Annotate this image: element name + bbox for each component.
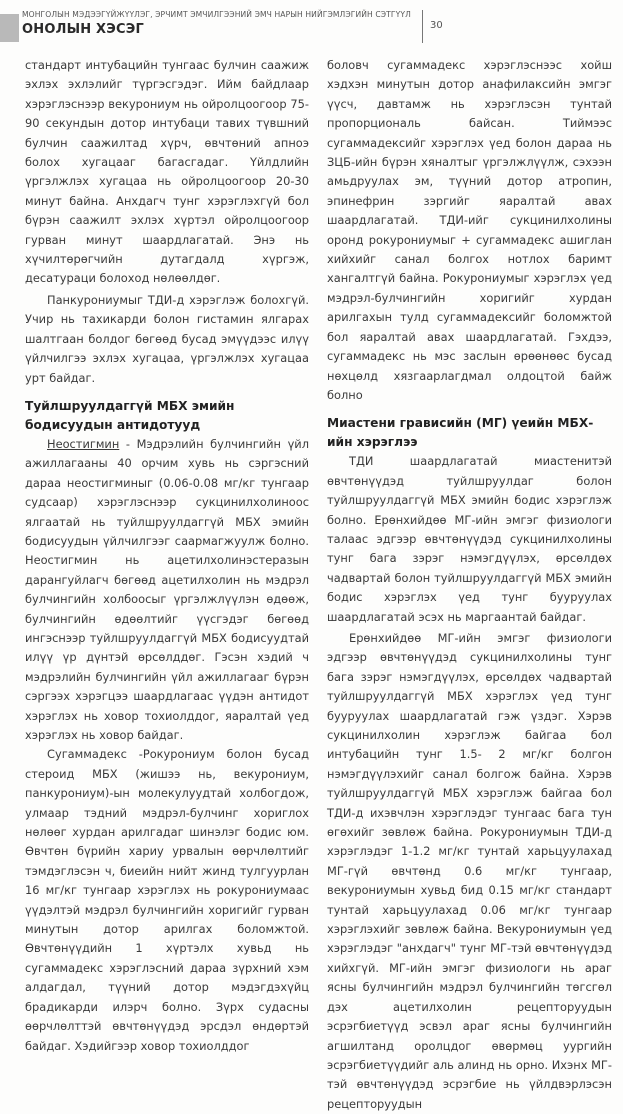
left-column [25, 56, 309, 1056]
header-divider [422, 10, 423, 43]
paragraph: Панкурониумыг ТДИ-д хэрэглэж болохгүй. Учир нь тахикарди болон гистамин ялгарах шалтгаан болдог бөгөөд бусад эмүүдээс илүү үйлчилгээ эхлэх хугацаа, үргэлжлэх хугацаа урт байдаг. [25, 292, 309, 385]
paragraph [25, 435, 309, 746]
subsection-heading: Туйлшруулдаггүй МБХ эмийн бодисуудын антидотууд [25, 398, 235, 432]
page-number: 30 [430, 20, 443, 31]
section-title: ОНОЛЫН ХЭСЭГ [22, 22, 144, 37]
page-header [0, 0, 623, 50]
paragraph: Сугаммадекс -Рокурониум болон бусад стероид МБХ (жишээ нь, векурониум, панкурониум)-ын молекулуудтай холбогдож, улмаар тэдний мэдрэл-булчинг хориглох нөлөөг хурдан арилгадаг шинэлэг бодис юм. Өвчтөн бүрийн хариу урвалын өөрчлөлтийг тэмдэглэсэн ч, биеийн нийт жинд тулгуурлан 16 мг/кг тунгаар хэрэглэх нь рокурониумаас үүдэлтэй мэдрэл булчингийн хоригийг гурван минутын дотор арилгах боломжтой. Өвчтөнүүдийн 1 хүртэлх хувьд нь сугаммадекс хэрэглэсний дараа зүрхний хэм алдагдал, түүний дотор мэдэгдэхүйц брадикарди илэрч болно. Зүрх судасны өөрчлөлттэй өвчтөнүүдэд эрсдэл өндөртэй байдаг. Хэдийгээр ховор тохиолддог [25, 747, 309, 1053]
paragraph: Ерөнхийдөө МГ-ийн эмгэг физиологи эдгээр өвчтөнүүдэд сукцинилхолины тунг бага зэрэг нэмэгдүүлэх, өрсөлдөх чадвартай туйлшруулдаггүй МБХ хэрэглэх үед тунг бууруулах шаардлагатай гэж үздэг. Хэрэв сукцинилхолин хэрэглэж байгаа бол интубацийн тунг 1.5- 2 мг/кг болгон нэмэгдүүлэхийг санал болгож байна. Хэрэв туйлшруулдаггүй МБХ хэрэглэж байгаа бол ТДИ-д ихэвчлэн хэрэглэдэг тунгаас бага тун өгөхийг зөвлөж байна. Рокурониумын ТДИ-д хэрэглэдэг 1-1.2 мг/кг тунтай харьцуулахад МГ-гүй өвчтөнд 0.6 мг/кг тунгаар, векурониумын хувьд бид 0.15 мг/кг стандарт тунтай харьцуулахад 0.06 мг/кг тунгаар хэрэглэхийг зөвлөж байна. Векурониумын үед хэрэглэдэг "анхдагч" тунг МГ-тэй өвчтөнүүдэд хийхгүй. МГ-ийн эмгэг физиологи нь араг ясны булчингийн мэдрэл булчингийн төгсгөл дэх ацетилхолин рецепторуудын эсрэгбиетүүд эсвэл араг ясны булчингийн агшилтанд оролцдог өвөрмөц уургийн эсрэгбиетүүдийг аль алинд нь орно. Ихэнх МГ-тэй өвчтөнүүдэд эсрэгбие нь үйлдвэрлэсэн рецепторуудын [327, 630, 612, 1111]
journal-title: МОНГОЛЫН МЭДЭЭГҮЙЖҮҮЛЭГ, ЭРЧИМТ ЭМЧИЛГЭЭНИЙ ЭМЧ НАРЫН НИЙГЭМЛЭГИЙН СЭТГҮҮЛ [22, 10, 411, 19]
paragraph: ТДИ шаардлагатай миастенитэй өвчтөнүүдэд туйлшруулдаг болон туйлшруулдаггүй МБХ эмийн бодис хэрэглэж болно. Ерөнхийдөө МГ-ийн эмгэг физиологи талаас эдгээр өвчтөнүүдэд сукцинилхолины тунг бага зэрэг нэмэгдүүлэх, өрсөлдөх чадвартай болон туйлшруулдаггүй МБХ эмийн бодис хэрэглэх үед тунг бууруулах шаардлагатай эсэх нь маргаантай байдаг. [327, 454, 612, 624]
paragraph: боловч сугаммадекс хэрэглэснээс хойш хэдхэн минутын дотор анафилаксийн эмгэг үүсч, давтамж нь хэрэглэсэн тунтай пропорциональ байсан. Тиймээс сугаммадексийг хэрэглэх үед болон дараа нь ЗЦБ-ийн бүрэн хяналтыг үргэлжлүүлж, сэхээн амьдруулах эм, түүний дотор атропин, эпинефрин зэргийг яаралтай авах шаардлагатай. ТДИ-ийг сукцинилхолины оронд рокурониумыг + сугаммадекс ашиглан хийхийг санал болгох нотлох баримт хангалтгүй байна. Рокурониумыг хэрэглэх үед мэдрэл-булчингийн хоригийг хурдан арилгахын тулд сугаммадексийг боломжтой бол яаралтай авах шаардлагатай. Гэхдээ, сугаммадекс нь мэс заслын өрөөнөөс бусад нөхцөлд хязгаарлагдмал олдоцтой байж болно [327, 58, 612, 402]
right-column [327, 56, 612, 1114]
section-color-block [0, 14, 19, 42]
subsection-heading: Миастени грависийн (МГ) үеийн МБХ-ийн хэрэглээ [327, 416, 594, 450]
paragraph: стандарт интубацийн тунгаас булчин саажиж эхлэх эхлэлийг түргэсгэдэг. Ийм байдлаар хэрэглэснээр векурониум нь ойролцоогоор 75-90 секундын дотор интубаци тавих түвшний булчин саажилтад хүрч, өвчтөний апноэ болох хугацааг багасгадаг. Үйлдлийн үргэлжлэх хугацаа нь ойролцоогоор 20-30 минут байна. Анхдагч тунг хэрэглэхгүй бол бүрэн саажилт эхлэх хүртэл ойролцоогоор гурван минут шаардлагатай. Энэ нь хүчилтөрөгчийн дутагдалд хүргэж, десатураци болоход нөлөөлдөг. [25, 58, 309, 286]
paragraph-text: - Мэдрэлийн булчингийн үйл ажиллагааны 40 орчим хувь нь сэргэсний дараа неостигминыг (0.06-0.08 мг/кг тунгаар судсаар) хэрэглэснээр сукцинилхолиноос ялгаатай нь туйлшруулдаггүй МБХ эмийн бодисуудын үйлчилгээг саармагжуулж болно. Неостигмин нь ацетилхолинэстеразын дарангуйлагч бөгөөд ацетилхолин нь мэдрэл булчингийн холбоосыг үргэлжлүүлэн өдөөж, булчингийн өдөөлтийг үүсгэдэг бөгөөд ингэснээр туйлшруулдаггүй МБХ бодисуудтай илүү үр дүнтэй өрсөлддөг. Гэсэн хэдий ч мэдрэлийн булчингийн үйл ажиллагааг бүрэн сэргээх хэрэгцээ шаардлагаас үүдэн антидот хэрэглэх нь ховор тохиолддог, яаралтай үед хэрэглэх нь ховор байдаг. [25, 436, 309, 742]
term-neostigmine: Неостигмин [47, 436, 120, 451]
